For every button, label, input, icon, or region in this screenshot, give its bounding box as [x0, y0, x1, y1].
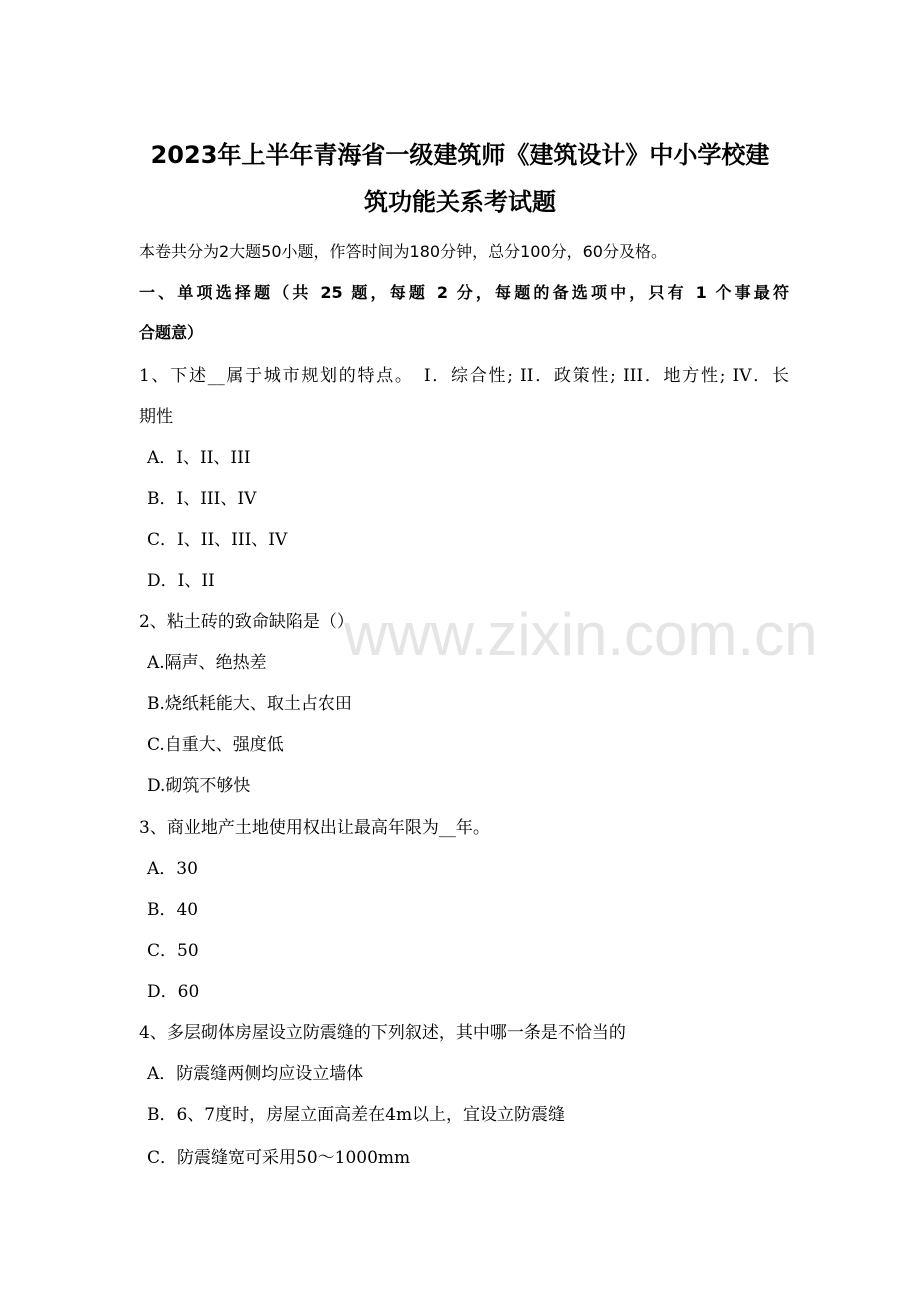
question-2-option-d: D.砌筑不够快	[147, 776, 251, 796]
question-3-option-c: C．50	[147, 941, 199, 961]
section-heading-line-1: 一、单项选择题（共 25 题，每题 2 分，每题的备选项中，只有 1 个事最符	[139, 283, 789, 302]
question-1-option-c: C．I、II、III、IV	[147, 530, 288, 550]
document-title-line-2: 筑功能关系考试题	[364, 188, 556, 216]
question-3-option-d: D．60	[147, 982, 200, 1002]
question-2-stem: 2、粘土砖的致命缺陷是（）	[139, 612, 354, 632]
document-title-line-1: 2023年上半年青海省一级建筑师《建筑设计》中小学校建	[150, 141, 770, 169]
question-1-stem-line-1: 1、下述__属于城市规划的特点。 I．综合性; II．政策性; III．地方性; IV．长	[139, 366, 789, 386]
question-2-option-a: A.隔声、绝热差	[147, 653, 267, 673]
question-4-option-b: B．6、7度时，房屋立面高差在4m以上，宜设立防震缝	[147, 1105, 566, 1125]
question-4-stem: 4、多层砌体房屋设立防震缝的下列叙述，其中哪一条是不恰当的	[139, 1023, 626, 1043]
question-3-stem: 3、商业地产土地使用权出让最高年限为__年。	[139, 818, 490, 838]
question-2-option-b: B.烧纸耗能大、取土占农田	[147, 694, 352, 714]
exam-intro: 本卷共分为2大题50小题，作答时间为180分钟，总分100分，60分及格。	[139, 242, 667, 261]
question-1-stem-line-2: 期性	[139, 407, 173, 427]
question-2-option-c: C.自重大、强度低	[147, 735, 284, 755]
question-1-option-b: B．I、III、IV	[147, 489, 257, 509]
question-1-option-d: D．I、II	[147, 571, 215, 591]
question-1-option-a: A．I、II、III	[147, 448, 251, 468]
question-4-option-a: A．防震缝两侧均应设立墙体	[147, 1064, 364, 1084]
section-heading-line-2: 合题意）	[139, 323, 204, 342]
question-4-option-c: C．防震缝宽可采用50～1000mm	[147, 1148, 411, 1168]
question-3-option-a: A．30	[147, 859, 198, 879]
site-watermark: www.zixin.com.cn	[344, 601, 818, 668]
question-3-option-b: B．40	[147, 900, 199, 920]
